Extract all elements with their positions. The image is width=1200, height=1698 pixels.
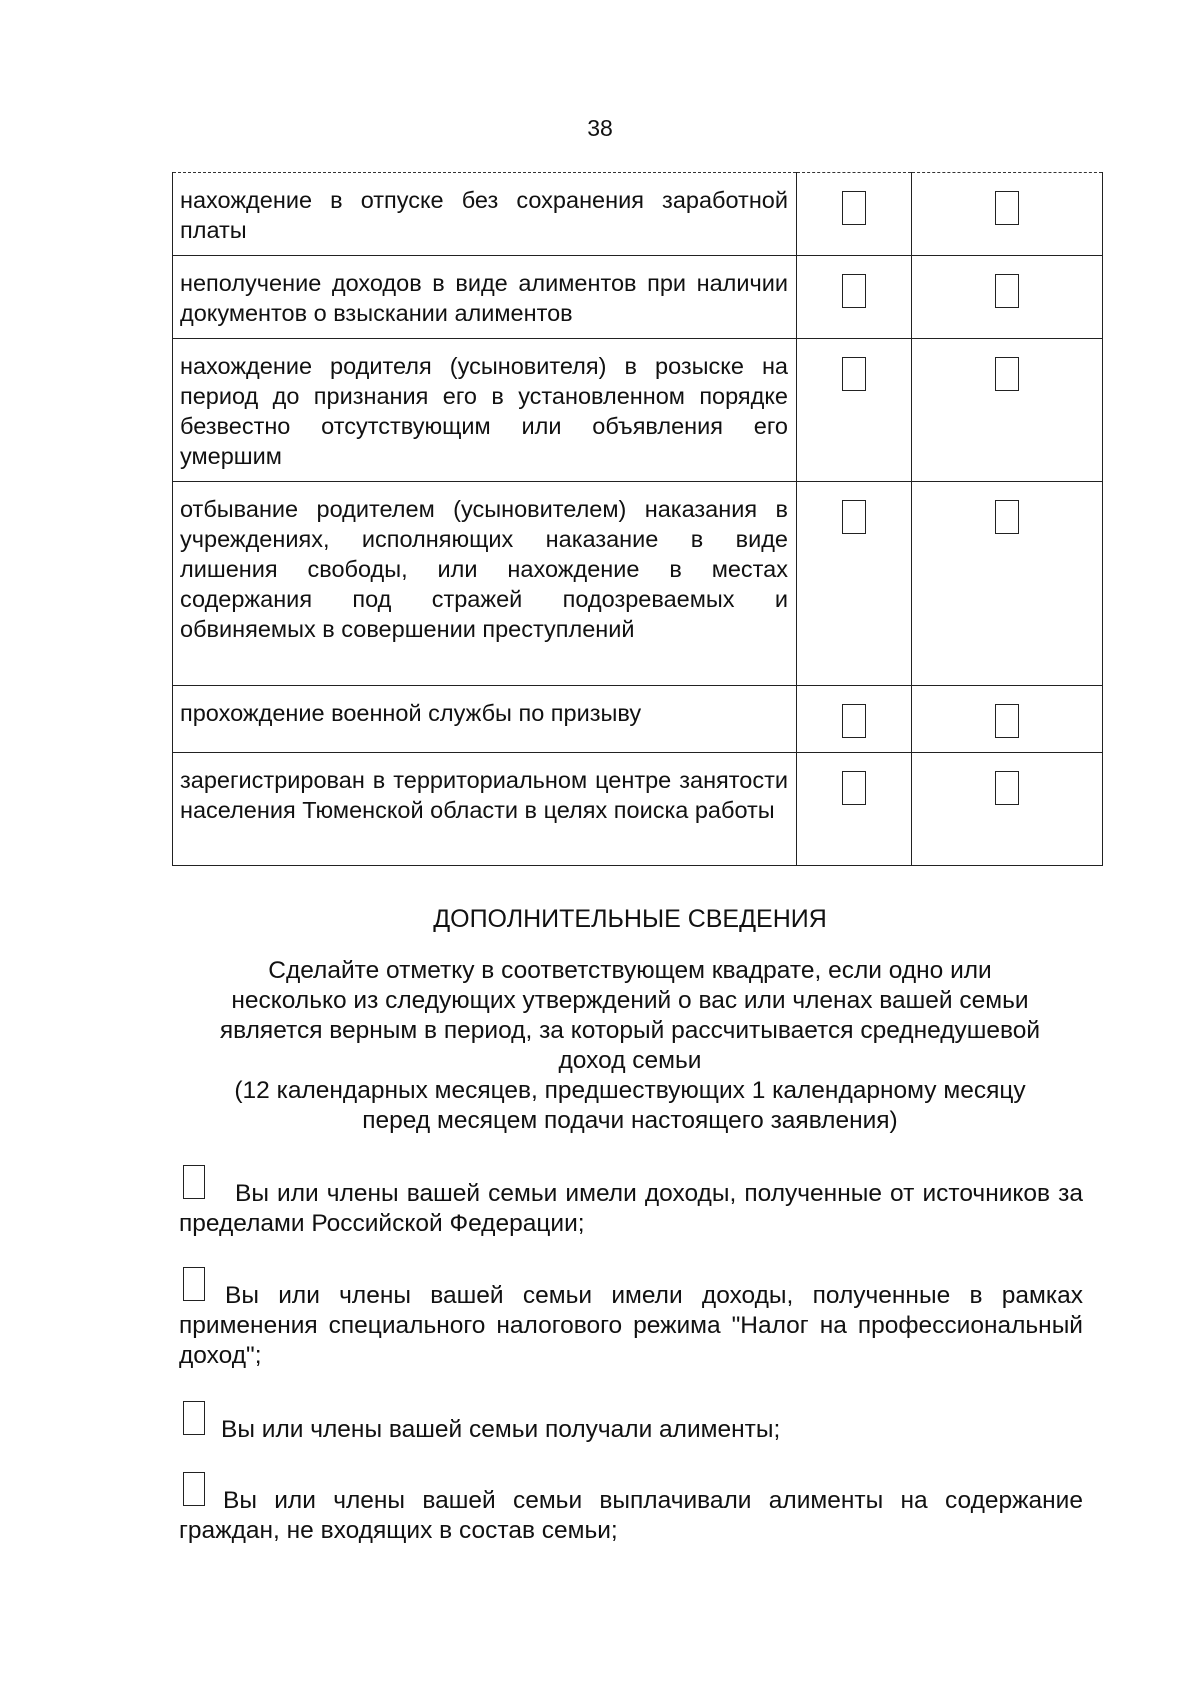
checkbox[interactable] <box>842 500 866 534</box>
checkbox[interactable] <box>842 191 866 225</box>
checkbox[interactable] <box>842 274 866 308</box>
table-row <box>173 256 1103 339</box>
table-row <box>173 173 1103 256</box>
checkbox[interactable] <box>995 500 1019 534</box>
instruction-line: (12 календарных месяцев, предшествующих 1 календарному месяцу <box>234 1077 1026 1104</box>
statement-text: Вы или члены вашей семьи выплачивали алименты на содержание граждан, не входящих в состав семьи; <box>179 1487 1083 1544</box>
table-row <box>173 686 1103 753</box>
statement-text: Вы или члены вашей семьи получали алименты; <box>221 1416 781 1443</box>
section-title: ДОПОЛНИТЕЛЬНЫЕ СВЕДЕНИЯ <box>433 905 827 933</box>
instruction-line: перед месяцем подачи настоящего заявления) <box>362 1107 898 1134</box>
checkbox[interactable] <box>842 771 866 805</box>
circumstances-table <box>172 172 1103 866</box>
checkbox[interactable] <box>995 191 1019 225</box>
statement-text: Вы или члены вашей семьи имели доходы, полученные от источников за пределами Российской Федерации; <box>179 1180 1083 1237</box>
statement-paid-alimony <box>179 1472 1083 1546</box>
table-row <box>173 753 1103 866</box>
statement-text: Вы или члены вашей семьи имели доходы, полученные в рамках применения специального налогового режима "Налог на профессиональный доход"; <box>179 1282 1083 1369</box>
checkbox[interactable] <box>995 274 1019 308</box>
page-number: 38 <box>587 115 613 141</box>
checkbox[interactable] <box>842 357 866 391</box>
row-label: нахождение в отпуске без сохранения заработной платы <box>173 173 797 256</box>
checkbox[interactable] <box>183 1472 205 1506</box>
checkbox[interactable] <box>183 1165 205 1199</box>
statement-professional-income <box>179 1267 1083 1371</box>
table-row <box>173 339 1103 482</box>
checkbox[interactable] <box>183 1401 205 1435</box>
statement-received-alimony <box>179 1401 1083 1445</box>
row-label: отбывание родителем (усыновителем) наказания в учреждениях, исполняющих наказание в виде лишения свободы, или нахождение в местах содержания под стражей подозреваемых и обвиняемых в совершении преступлений <box>173 482 797 686</box>
instruction-line: Сделайте отметку в соответствующем квадрате, если одно или <box>268 957 992 984</box>
instruction-line: несколько из следующих утверждений о вас или членах вашей семьи <box>231 987 1029 1014</box>
checkbox[interactable] <box>995 704 1019 738</box>
instruction-line: доход семьи <box>558 1047 702 1074</box>
row-label: неполучение доходов в виде алиментов при наличии документов о взыскании алиментов <box>173 256 797 339</box>
checkbox[interactable] <box>995 771 1019 805</box>
checkbox[interactable] <box>842 704 866 738</box>
instructions <box>180 956 1080 1136</box>
table-row <box>173 482 1103 686</box>
checkbox[interactable] <box>995 357 1019 391</box>
statement-foreign-income <box>179 1165 1083 1239</box>
row-label: нахождение родителя (усыновителя) в розыске на период до признания его в установленном порядке безвестно отсутствующим или объявления его умершим <box>173 339 797 482</box>
instruction-line: является верным в период, за который рассчитывается среднедушевой <box>219 1017 1041 1044</box>
row-label: прохождение военной службы по призыву <box>173 686 797 753</box>
row-label: зарегистрирован в территориальном центре занятости населения Тюменской области в целях поиска работы <box>173 753 797 866</box>
checkbox[interactable] <box>183 1267 205 1301</box>
